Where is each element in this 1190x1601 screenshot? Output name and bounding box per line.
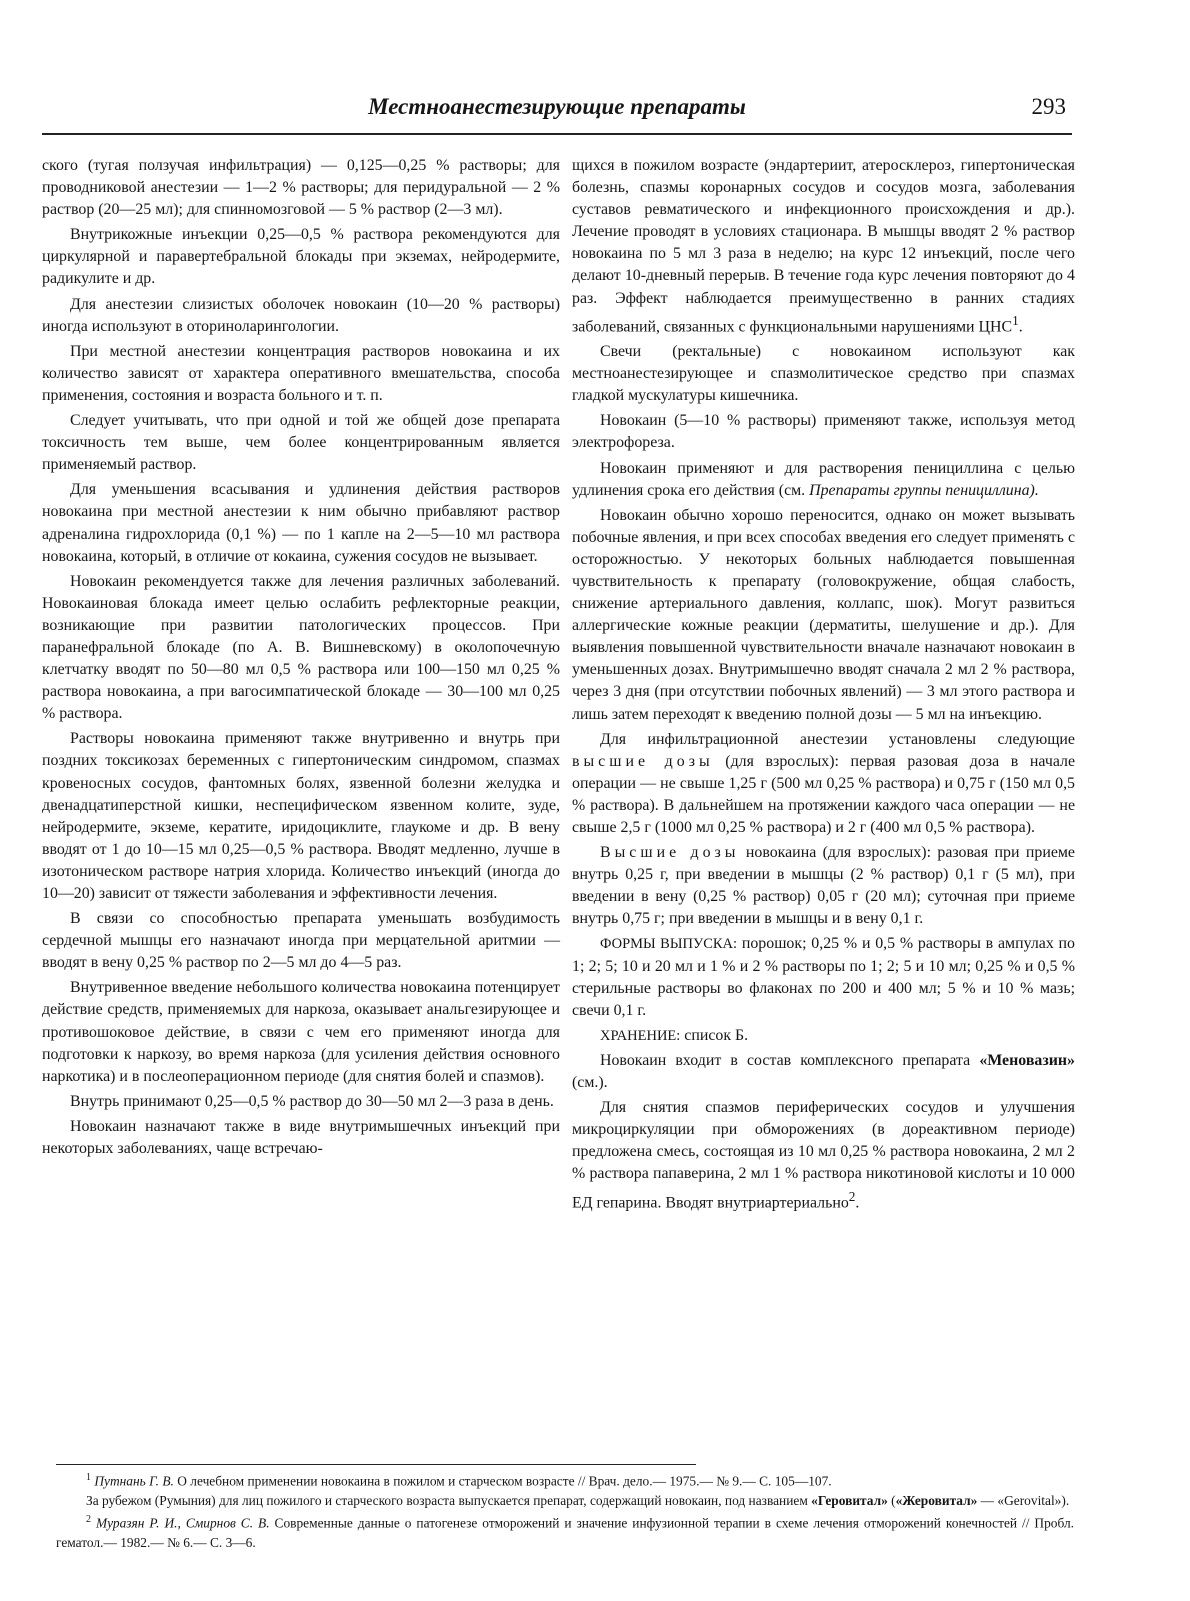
drug-name: «Геровитал» [811, 1492, 888, 1508]
footnote-author: Муразян Р. И., Смирнов С. В. [95, 1515, 270, 1531]
paragraph: ского (тугая ползучая инфильтрация) — 0,125—0,25 % растворы; для проводниковой анестезии — 1—2 % растворы; для перидуральной — 2 % раствор (20—25 мл); для спинномозговой — 5 % раствор (2—3 мл). [42, 157, 560, 219]
cross-reference: Препараты группы пенициллина). [809, 481, 1039, 499]
footnote [56, 1468, 1074, 1491]
paragraph: Для уменьшения всасывания и удлинения действия растворов новокаина при местной анестезии к ним обычно прибавляют раствор адреналина гидрохлорида (0,1 %) — по 1 капле на 2—5—10 мл раствора новокаина, который, в отличие от кокаина, сужения сосудов не вызывает. [42, 481, 560, 565]
paragraph [572, 1050, 1075, 1094]
drug-name: «Меновазин» [979, 1051, 1075, 1069]
footnote-text: Современные данные о патогенезе отморожений и значение инфузионной терапии в схеме лечения отморожений конечностей // Пробл. гематол.— 1982.— № 6.— С. 3—6. [56, 1515, 1074, 1551]
paragraph [572, 729, 1075, 839]
footnotes [56, 1468, 1074, 1553]
section-label: ФОРМЫ ВЫПУСКА: [600, 936, 738, 953]
spaced-term: Высшие дозы [600, 844, 740, 862]
paragraph-text: порошок; 0,25 % и 0,5 % растворы в ампулах по 1; 2; 5; 10 и 20 мл и 1 % и 2 % растворы по 1; 2; 5 и 10 мл; 0,25 % и 0,5 % стерильные растворы во флаконах по 200 и 400 мл; 5 % и 10 % мазь; свечи 0,1 г. [572, 935, 1076, 1019]
footnote-author: Путнань Г. В. [94, 1473, 174, 1489]
paragraph-text: щихся в пожилом возрасте (эндартериит, атеросклероз, гипертоническая болезнь, спазмы коронарных сосудов и сосудов мозга, заболевания суставов ревматического и инфекционного происхождения и др.). Лечение проводят в условиях стационара. В мышцы вводят 2 % раствор новокаина по 5 мл 3 раза в неделю; на курс 12 инъекций, после чего делают 10-дневный перерыв. В течение года курс лечения повторяют до 4 раз. Эффект наблюдается преимущественно в ранних стадиях заболеваний, связанных с функциональными нарушениями ЦНС [572, 157, 1075, 335]
paragraph: Следует учитывать, что при одной и той же общей дозе препарата токсичность тем выше, чем более концентрированным является применяемый раствор. [42, 412, 560, 474]
paragraph-end: . [1018, 317, 1023, 335]
paragraph-text: Новокаин входит в состав комплексного препарата [600, 1051, 980, 1069]
running-header [42, 94, 1072, 132]
paragraph [572, 933, 1075, 1021]
footnote-text: — «Gerovital»). [977, 1492, 1070, 1508]
paragraph-text: Для снятия спазмов периферических сосудов и улучшения микроциркуляции при обморожениях (в дореактивном периоде) предложена смесь, состоящая из 10 мл 0,25 % раствора новокаина, 2 мл 2 % раствора папаверина, 2 мл 1 % раствора никотиновой кислоты и 10 000 ЕД гепарина. Вводят внутриартериально [572, 1099, 1075, 1211]
paragraph [572, 842, 1075, 930]
left-column [42, 155, 560, 1163]
paragraph: Внутрикожные инъекции 0,25—0,5 % раствора рекомендуются для циркулярной и паравертебральной блокады при экземах, нейродермите, радикулите и др. [42, 226, 560, 288]
paragraph-text: Новокаин применяют и для растворения пенициллина с целью удлинения срока его действия (см. [572, 459, 1075, 499]
right-column [572, 155, 1075, 1217]
page-number: 293 [1031, 94, 1066, 119]
spaced-term: высшие дозы [572, 752, 714, 770]
paragraph: Внутривенное введение небольшого количества новокаина потенцирует действие средств, применяемых для наркоза, оказывает анальгезирующее и противошоковое действие, в связи с чем его применяют иногда для подготовки к наркозу, во время наркоза (для усиления действия основного наркотика) и в послеоперационном периоде (для снятия болей и спазмов). [42, 979, 560, 1085]
paragraph: Свечи (ректальные) с новокаином используют как местноанестезирующее и спазмолитическое средство при спазмах гладкой мускулатуры кишечника. [572, 343, 1075, 405]
paragraph: В связи со способностью препарата уменьшать возбудимость сердечной мышцы его назначают иногда при мерцательной аритмии — вводят в вену 0,25 % раствор по 2—5 мл до 4—5 раз. [42, 910, 560, 972]
footnote-ref: 1 [1012, 312, 1019, 328]
paragraph: Внутрь принимают 0,25—0,5 % раствор до 30—50 мл 2—3 раза в день. [70, 1092, 554, 1110]
paragraph: При местной анестезии концентрация растворов новокаина и их количество зависят от характера оперативного вмешательства, способа применения, состояния и возраста больного и т. п. [42, 342, 560, 404]
drug-name: «Жеровитал» [895, 1492, 978, 1508]
paragraph-end: . [855, 1193, 860, 1211]
header-rule [42, 133, 1072, 135]
paragraph [572, 1097, 1075, 1214]
section-label: ХРАНЕНИЕ: [600, 1027, 681, 1044]
paragraph [572, 1025, 1075, 1047]
footnote-ref: 2 [848, 1188, 856, 1204]
footnote [56, 1510, 1074, 1552]
paragraph-text: (см.). [572, 1074, 608, 1092]
paragraph: Новокаин назначают также в виде внутримышечных инъекций при некоторых заболеваниях, чаще встречаю- [42, 1117, 560, 1158]
paragraph [572, 155, 1075, 338]
footnote-text: О лечебном применении новокаина в пожилом и старческом возрасте // Врач. дело.— 1975.— № 9.— С. 105—107. [173, 1473, 832, 1489]
paragraph-text: (для взрослых): первая разовая доза в начале операции — не свыше 1,25 г (500 мл 0,25 % раствора) и 0,75 г (150 мл 0,5 % раствора). В дальнейшем на протяжении каждого часа операции — не свыше 2,5 г (1000 мл 0,25 % раствора) и 2 г (400 мл 0,5 % раствора). [572, 752, 1075, 837]
running-title: Местноанестезирующие препараты [368, 94, 746, 119]
paragraph [572, 458, 1075, 502]
paragraph: Для анестезии слизистых оболочек новокаин (10—20 % растворы) иногда используют в оториноларингологии. [42, 295, 560, 335]
footnote-number: 2 [86, 1514, 91, 1526]
footnote-text: ( [887, 1492, 896, 1508]
paragraph-text: список Б. [680, 1026, 749, 1044]
footnote-text: За рубежом (Румыния) для лиц пожилого и старческого возраста выпускается препарат, содержащий новокаин, под названием [86, 1492, 812, 1508]
paragraph: Новокаин рекомендуется также для лечения различных заболеваний. Новокаиновая блокада имеет целью ослабить рефлекторные реакции, возникающие при развитии патологических процессов. При паранефральной блокаде (по А. В. Вишневскому) в околопочечную клетчатку вводят по 50—80 мл 0,5 % раствора или 100—150 мл 0,25 % раствора новокаина, а при вагосимпатической блокаде — 30—100 мл 0,25 % раствора. [42, 572, 560, 723]
paragraph-text: новокаина (для взрослых): разовая при приеме внутрь 0,25 г, при введении в мышцы (2 % раствор) 0,1 г (5 мл), при введении в вену (0,25 % раствор) 0,05 г (20 мл); суточная при приеме внутрь 0,75 г; при введении в мышцы и в вену 0,1 г. [572, 844, 1075, 928]
footnote-rule [56, 1464, 696, 1465]
footnote-number: 1 [86, 1472, 91, 1483]
footnote [56, 1491, 1074, 1511]
paragraph: Новокаин (5—10 % растворы) применяют также, используя метод электрофореза. [572, 412, 1075, 452]
paragraph-text: Для инфильтрационной анестезии установлены следующие [600, 730, 1075, 748]
paragraph: Новокаин обычно хорошо переносится, однако он может вызывать побочные явления, и при всех способах введения его следует применять с осторожностью. У некоторых больных наблюдается повышенная чувствительность к препарату (головокружение, общая слабость, снижение артериального давления, коллапс, шок). Могут развиться аллергические кожные реакции (дерматиты, шелушение и др.). Для выявления повышенной чувствительности вначале назначают новокаин в уменьшенных дозах. Внутримышечно вводят сначала 2 мл 2 % раствора, через 3 дня (при отсутствии побочных явлений) — 3 мл этого раствора и лишь затем переходят к введению полной дозы — 5 мл на инъекцию. [572, 506, 1075, 723]
paragraph: Растворы новокаина применяют также внутривенно и внутрь при поздних токсикозах беременных с гипертоническим синдромом, спазмах кровеносных сосудов, фантомных болях, язвенной болезни желудка и двенадцатиперстной кишки, неспецифическом язвенном колите, зуде, нейродермите, экземе, кератите, иридоциклите, глаукоме и др. В вену вводят от 1 до 10—15 мл 0,25—0,5 % раствора. Вводят медленно, лучше в изотоническом растворе натрия хлорида. Количество инъекций (иногда до 10—20) зависит от тяжести заболевания и эффективности лечения. [42, 730, 560, 902]
